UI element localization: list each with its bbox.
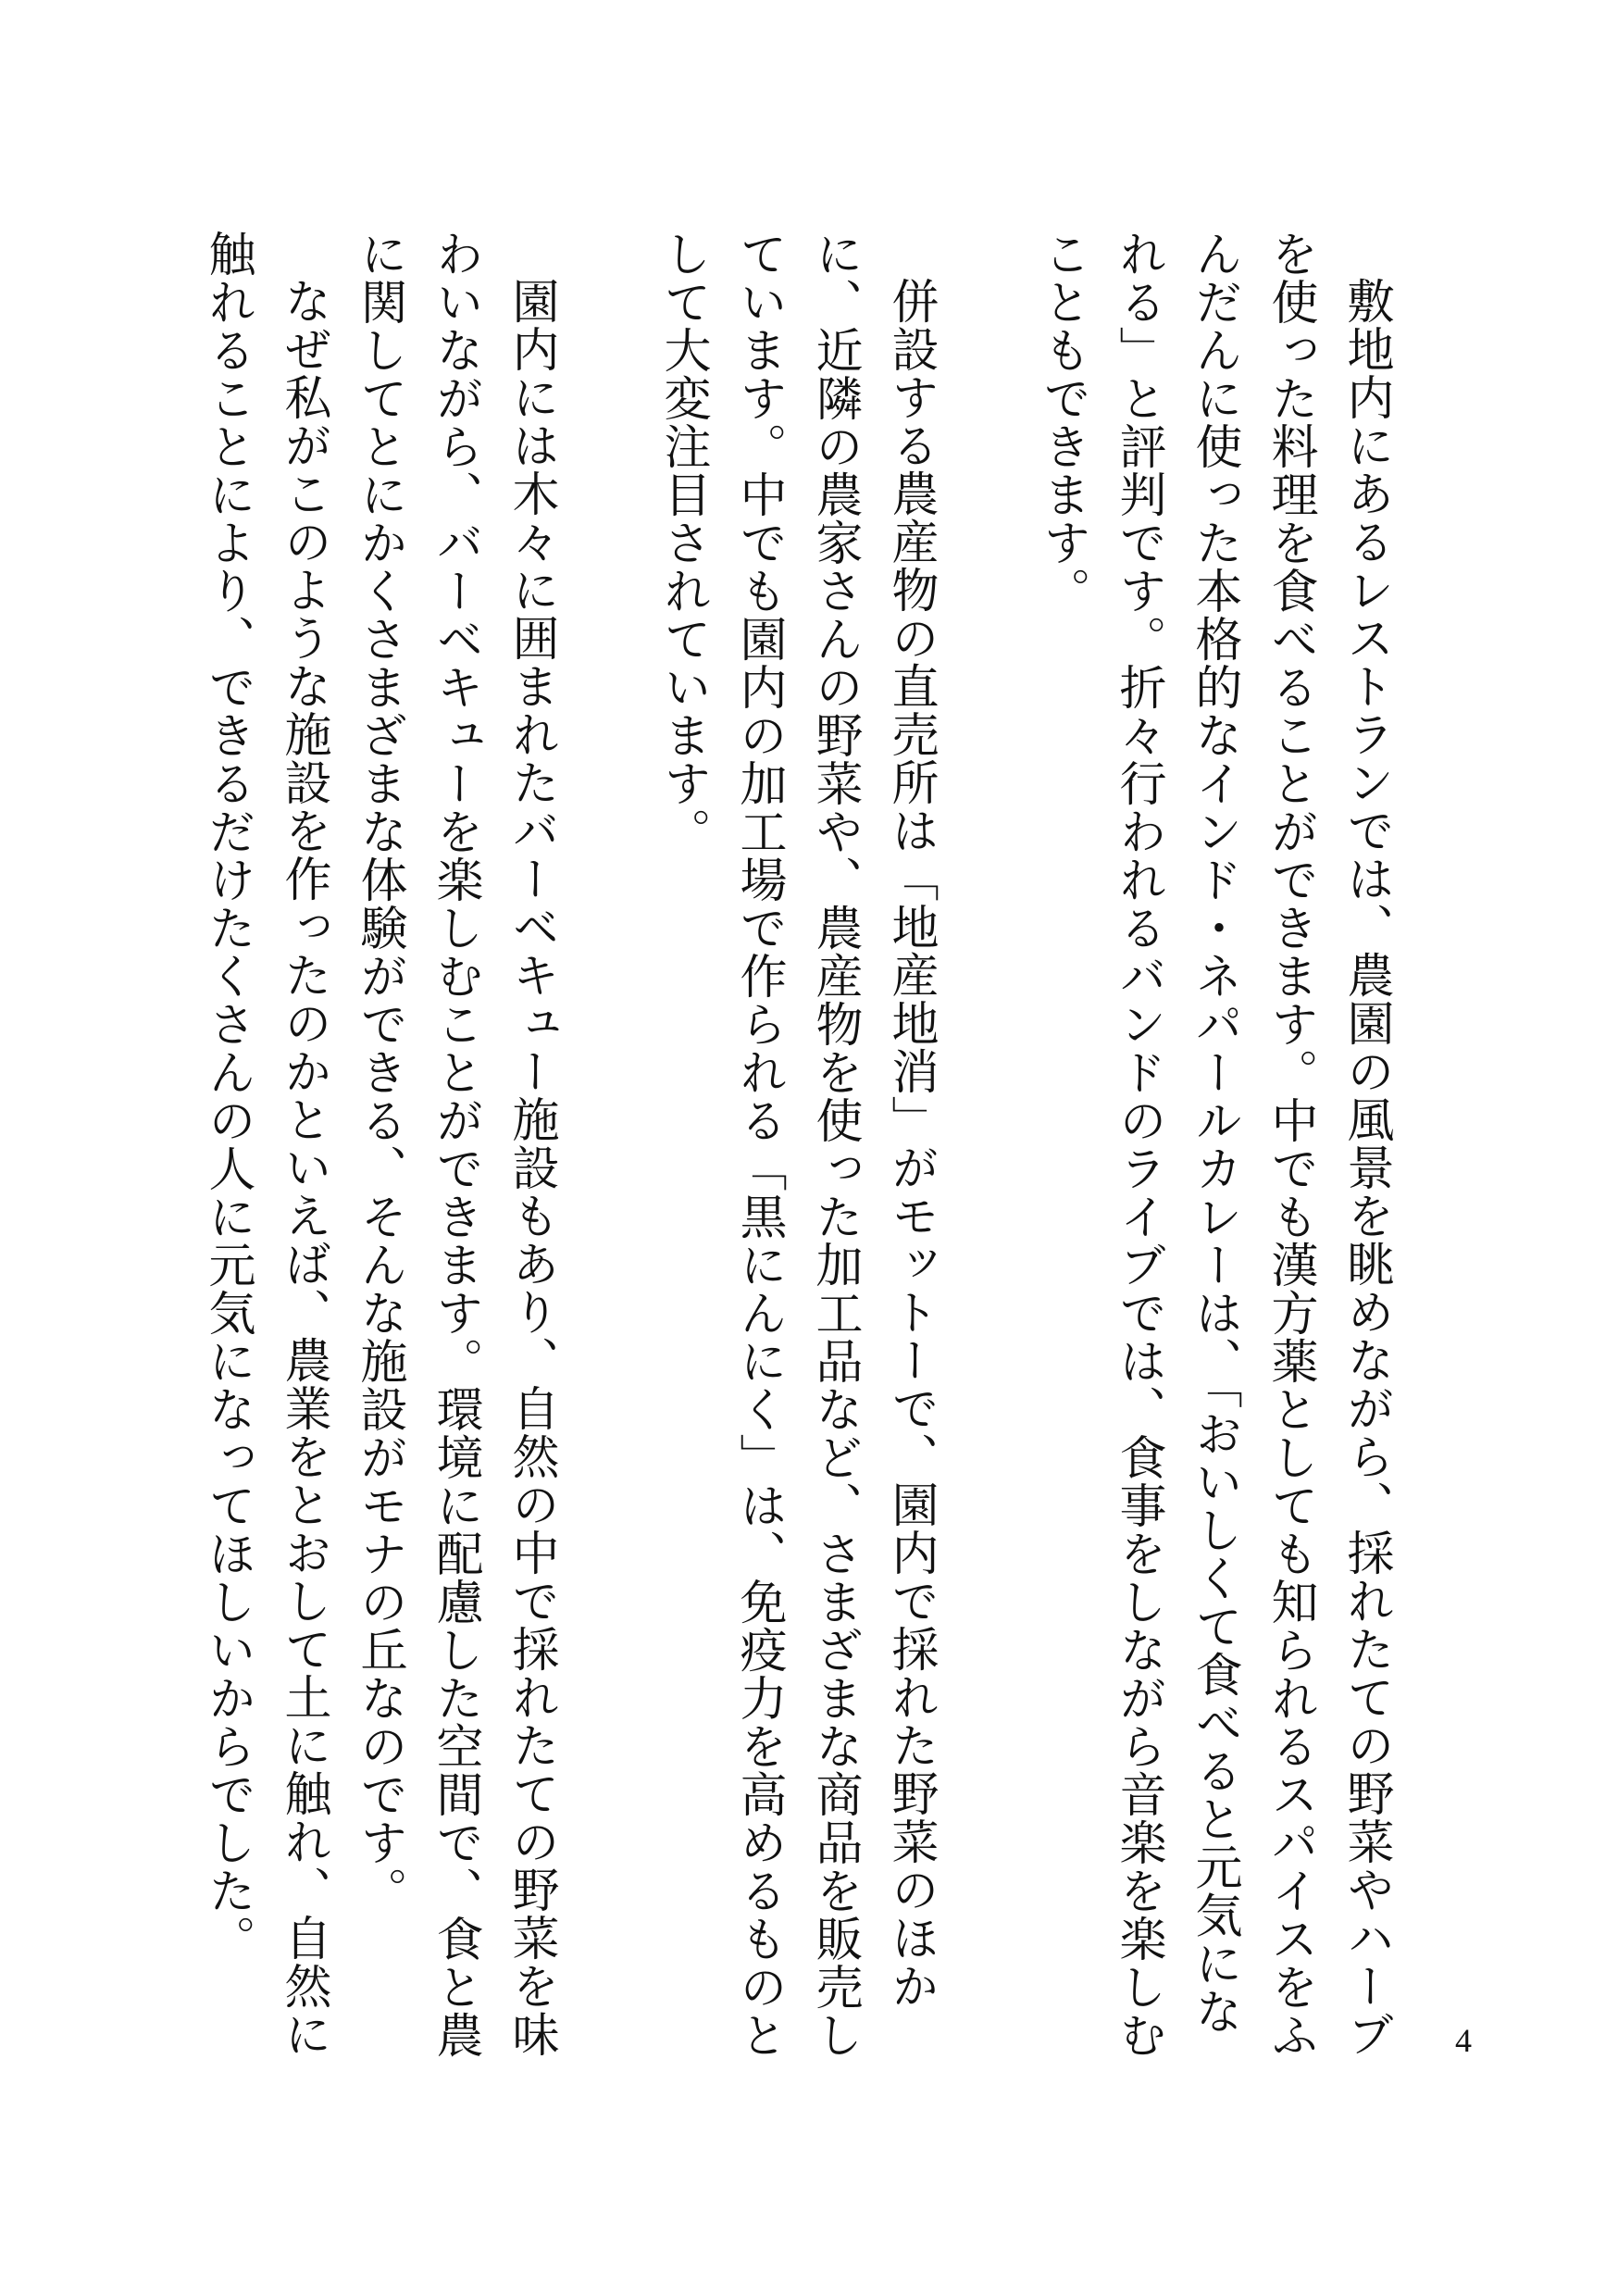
body-text — [200, 230, 1403, 2063]
paragraph-motivation: なぜ私がこのような施設を作ったのかといえば、農業をとおして土に触れ、自然に触れることにより、できるだけたくさんの人に元気になってほしいからでした。 — [200, 230, 330, 2058]
paragraph-direct-sales: 併設する農産物の直売所は「地産地消」がモットーで、園内で採れた野菜のほかに、近隣の農家さんの野菜や、農産物を使った加工品など、さまざまな商品を販売しています。中でも園内の加工場で作られる「黒にんにく」は、免疫力を高めるものとして大変注目されています。 — [655, 230, 938, 2059]
paragraph-restaurant: 敷地内にあるレストランでは、農園の風景を眺めながら、採れたての野菜やハーブを使った料理を食べることができます。中でも漢方薬としても知られるスパイスをふんだんに使った本格的なインド・ネパールカレーは、「おいしくて食べると元気になれる」と評判です。折々行われるバンドのライブでは、食事をしながら音楽を楽しむこともできます。 — [1035, 230, 1393, 2059]
paragraph-barbecue: 園内には木々に囲まれたバーベキュー施設もあり、自然の中で採れたての野菜を味わいながら、バーベキューを楽しむことができます。環境に配慮した空間で、食と農に関してとにかくさまざまな体験ができる、そんな施設がモナの丘なのです。 — [352, 230, 558, 2059]
page-number: 4 — [1455, 2022, 1472, 2059]
